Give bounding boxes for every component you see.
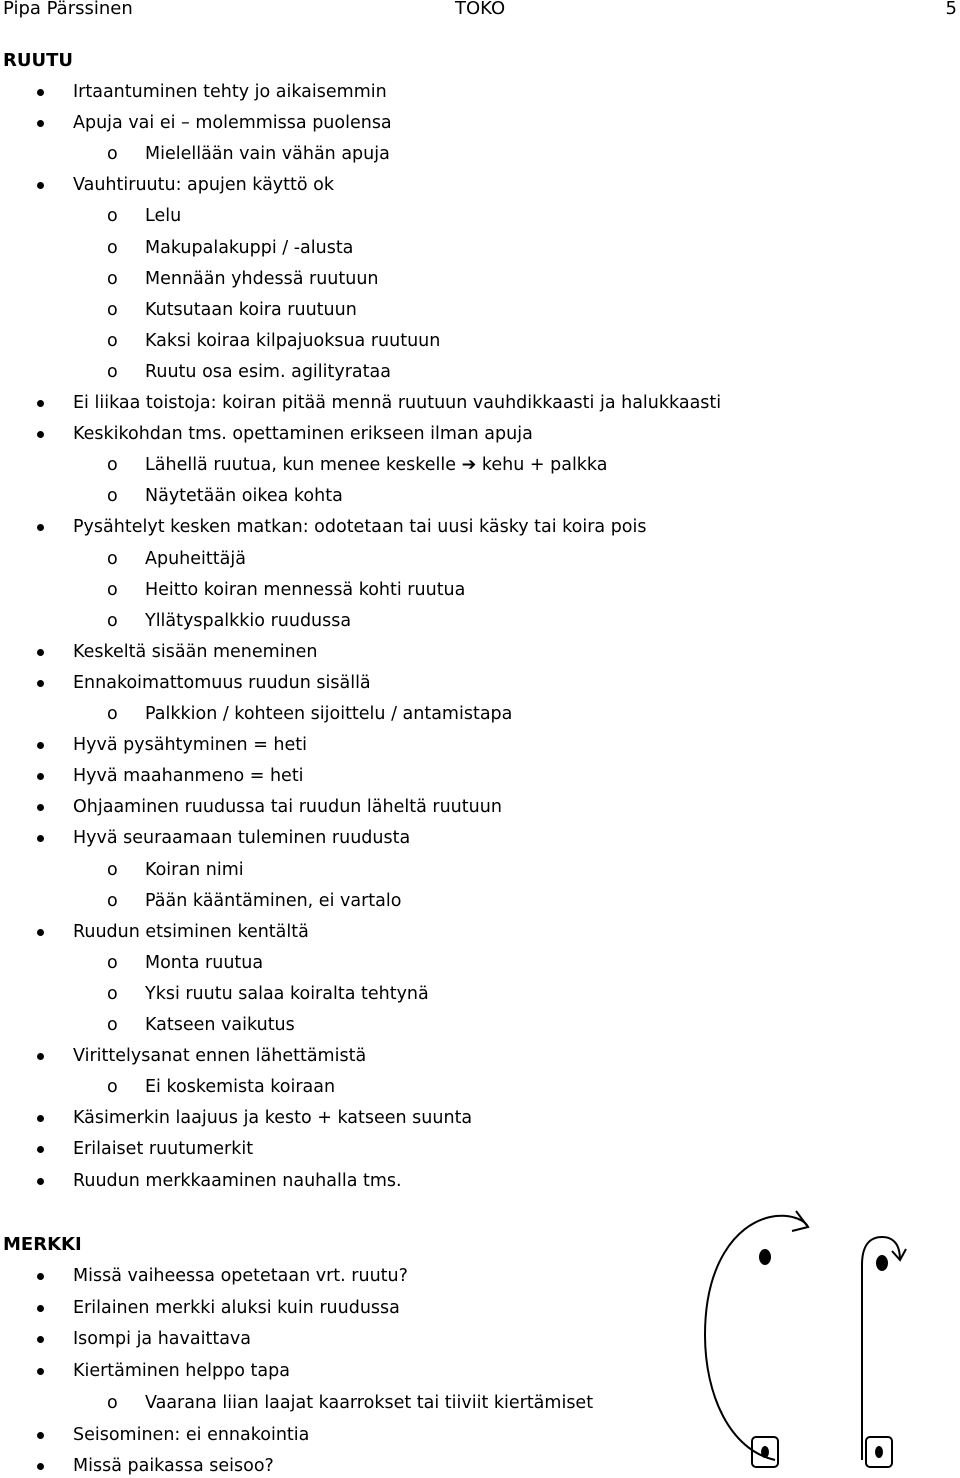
list-item: Ohjaaminen ruudussa tai ruudun läheltä ruutuun xyxy=(73,797,502,818)
list-item: Isompi ja havaittava xyxy=(73,1329,251,1350)
list-item: Hyvä seuraamaan tuleminen ruudusta xyxy=(73,828,411,849)
sub-list-item: Heitto koiran mennessä kohti ruutua xyxy=(145,579,466,600)
bullet-icon xyxy=(37,1146,44,1153)
sub-bullet-marker: o xyxy=(107,206,118,227)
sub-bullet-marker: o xyxy=(107,890,118,911)
list-item: Keskeltä sisään meneminen xyxy=(73,641,318,662)
header-author: Pipa Pärssinen xyxy=(3,0,133,19)
sub-list-item: Kaksi koiraa kilpajuoksua ruutuun xyxy=(145,330,441,351)
bullet-icon xyxy=(37,524,44,531)
sub-list-item: Mennään yhdessä ruutuun xyxy=(145,268,379,289)
sub-list-item: Katseen vaikutus xyxy=(145,1015,295,1035)
sub-bullet-marker: o xyxy=(107,486,118,507)
sub-list-item: Monta ruutua xyxy=(145,952,264,973)
sub-list-item: Kutsutaan koira ruutuun xyxy=(145,299,357,320)
bullet-icon xyxy=(37,929,44,936)
bullet-icon xyxy=(37,680,44,687)
bullet-icon xyxy=(37,1178,44,1185)
bullet-icon xyxy=(37,1368,44,1375)
sub-list-item: Yllätyspalkkio ruudussa xyxy=(145,610,352,631)
sub-list-item: Apuheittäjä xyxy=(145,548,246,569)
list-item: Missä vaiheessa opetetaan vrt. ruutu? xyxy=(73,1266,408,1286)
sub-bullet-marker: o xyxy=(107,983,118,1004)
bullet-icon xyxy=(37,1432,44,1439)
sub-bullet-marker: o xyxy=(107,330,118,351)
sub-bullet-marker: o xyxy=(107,704,118,724)
sub-list-item: Näytetään oikea kohta xyxy=(145,486,343,507)
sub-bullet-marker: o xyxy=(107,548,118,569)
bullet-icon xyxy=(37,1463,44,1470)
bullet-icon xyxy=(37,431,44,438)
sub-bullet-marker: o xyxy=(107,579,118,600)
list-item: Virittelysanat ennen lähettämistä xyxy=(73,1046,367,1067)
bullet-icon xyxy=(37,1053,44,1060)
list-item: Vauhtiruutu: apujen käyttö ok xyxy=(73,175,334,196)
sub-list-item: Koiran nimi xyxy=(145,859,244,880)
list-item: Ennakoimattomuus ruudun sisällä xyxy=(73,672,371,693)
page-header xyxy=(0,0,960,20)
bullet-icon xyxy=(37,773,44,780)
sub-list-item: Palkkion / kohteen sijoittelu / antamistapa xyxy=(145,704,513,724)
header-title: TOKO xyxy=(455,0,506,19)
list-item: Keskikohdan tms. opettaminen erikseen ilman apuja xyxy=(73,424,533,445)
sub-list-item: Ruutu osa esim. agilityrataa xyxy=(145,361,391,382)
list-item: Ei liikaa toistoja: koiran pitää mennä ruutuun vauhdikkaasti ja halukkaasti xyxy=(73,393,722,413)
bullet-icon xyxy=(37,1305,44,1312)
sub-list-item: Ei koskemista koiraan xyxy=(145,1077,336,1098)
sub-bullet-marker: o xyxy=(107,237,118,258)
sub-bullet-marker: o xyxy=(107,361,118,382)
bullet-icon xyxy=(37,1336,44,1343)
bullet-icon xyxy=(37,182,44,189)
list-item: Seisominen: ei ennakointia xyxy=(73,1424,310,1445)
sub-bullet-marker: o xyxy=(107,952,118,973)
list-item: Ruudun etsiminen kentältä xyxy=(73,921,309,942)
bullet-icon xyxy=(37,89,44,96)
list-item: Kiertäminen helppo tapa xyxy=(73,1361,290,1382)
list-item: Käsimerkin laajuus ja kesto + katseen suunta xyxy=(73,1108,473,1129)
list-item: Apuja vai ei – molemmissa puolensa xyxy=(73,113,392,134)
header-page-number: 5 xyxy=(945,0,957,19)
bullet-icon xyxy=(37,1115,44,1122)
bullet-icon xyxy=(37,835,44,842)
sub-list-item xyxy=(145,453,608,477)
bullet-icon xyxy=(37,804,44,811)
sub-list-item: Makupalakuppi / -alusta xyxy=(145,237,354,258)
sub-list-item: Vaarana liian laajat kaarrokset tai tiiviit kiertämiset xyxy=(145,1392,594,1413)
sub-bullet-marker: o xyxy=(107,299,118,320)
section-heading-ruutu: RUUTU xyxy=(3,50,73,71)
bullet-icon xyxy=(37,649,44,656)
list-item: Ruudun merkkaaminen nauhalla tms. xyxy=(73,1170,402,1191)
sub-bullet-marker: o xyxy=(107,455,118,476)
bullet-icon xyxy=(37,400,44,407)
list-item: Irtaantuminen tehty jo aikaisemmin xyxy=(73,82,387,102)
section-heading-merkki: MERKKI xyxy=(3,1234,82,1255)
sub-list-item: Pään kääntäminen, ei vartalo xyxy=(145,890,402,911)
sub-list-item: Yksi ruutu salaa koiralta tehtynä xyxy=(145,983,429,1004)
marker-turn-diagram xyxy=(690,1205,920,1475)
tight-turn-path-icon xyxy=(862,1237,906,1467)
list-item: Hyvä maahanmeno = heti xyxy=(73,766,304,787)
list-item-text: Lähellä ruutua, kun menee keskelle xyxy=(145,455,457,476)
sub-list-item: Lelu xyxy=(145,206,182,227)
sub-bullet-marker: o xyxy=(107,859,118,880)
bullet-icon xyxy=(37,1273,44,1280)
sub-list-item: Mielellään vain vähän apuja xyxy=(145,144,390,165)
bullet-icon xyxy=(37,120,44,127)
list-item: Missä paikassa seisoo? xyxy=(73,1456,274,1477)
bullet-icon xyxy=(37,742,44,749)
sub-bullet-marker: o xyxy=(107,610,118,631)
wide-arc-path-icon xyxy=(705,1211,808,1467)
sub-bullet-marker: o xyxy=(107,144,118,165)
sub-bullet-marker: o xyxy=(107,1015,118,1035)
list-item: Hyvä pysähtyminen = heti xyxy=(73,735,308,756)
sub-bullet-marker: o xyxy=(107,1392,118,1413)
list-item: Pysähtelyt kesken matkan: odotetaan tai uusi käsky tai koira pois xyxy=(73,517,647,538)
list-item-text-after: kehu + palkka xyxy=(481,455,608,476)
list-item: Erilaiset ruutumerkit xyxy=(73,1139,254,1160)
arrow-right-icon: ➔ xyxy=(461,455,477,476)
list-item: Erilainen merkki aluksi kuin ruudussa xyxy=(73,1297,400,1318)
sub-bullet-marker: o xyxy=(107,268,118,289)
sub-bullet-marker: o xyxy=(107,1077,118,1098)
